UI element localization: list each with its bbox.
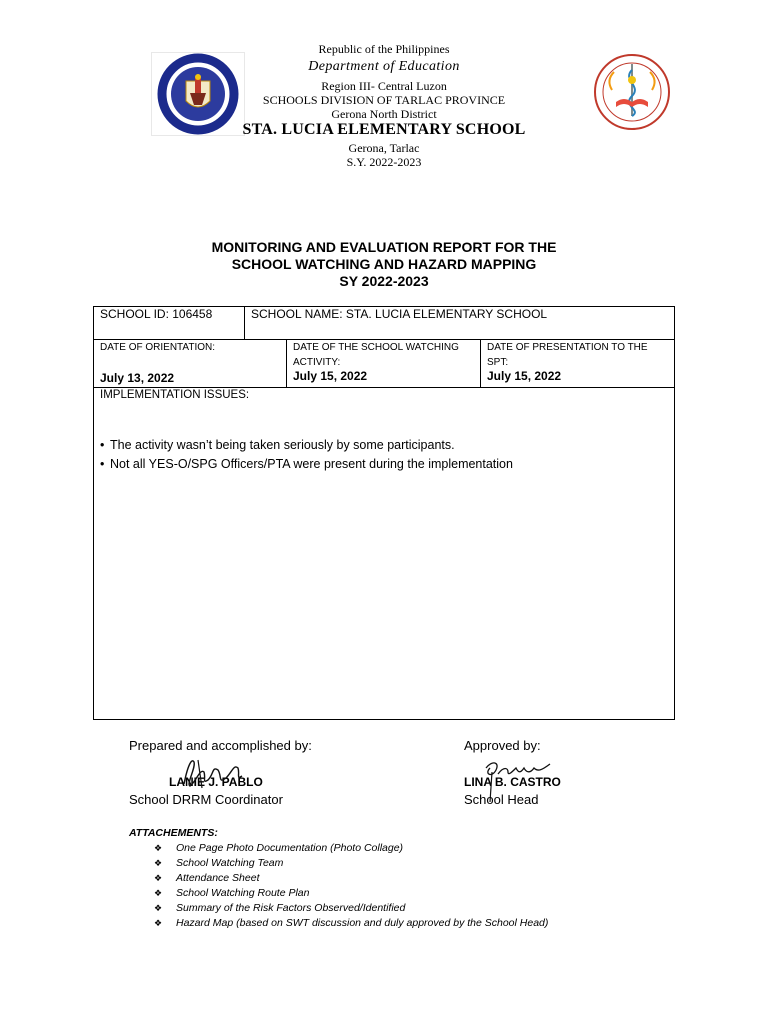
attachments-heading: ATTACHEMENTS:	[129, 827, 218, 839]
diamond-bullet-icon: ❖	[154, 858, 163, 868]
approved-by-label: Approved by:	[464, 738, 541, 753]
attachment-item: ❖ School Watching Route Plan	[154, 887, 310, 899]
bullet-icon: •	[100, 457, 105, 471]
orientation-date-label: DATE OF ORIENTATION:	[100, 342, 215, 353]
prepared-by-signature	[178, 754, 248, 790]
school-heading: STA. LUCIA ELEMENTARY SCHOOL	[242, 121, 526, 138]
implementation-issues-cell	[93, 387, 675, 720]
watching-date-label-line-2: ACTIVITY:	[293, 357, 341, 368]
attachment-item: ❖ School Watching Team	[154, 857, 284, 869]
division-heading: SCHOOLS DIVISION OF TARLAC PROVINCE	[262, 93, 506, 107]
prepared-by-label: Prepared and accomplished by:	[129, 738, 312, 753]
prepared-by-name: LANIE J. PABLO	[169, 775, 263, 789]
school-year-heading: S.Y. 2022-2023	[346, 155, 422, 169]
watching-date-label-line-1: DATE OF THE SCHOOL WATCHING	[293, 342, 459, 353]
orientation-date-value: July 13, 2022	[100, 371, 175, 385]
report-title-line-2: SCHOOL WATCHING AND HAZARD MAPPING	[231, 256, 537, 272]
prepared-by-title: School DRRM Coordinator	[129, 792, 283, 807]
school-id-label: SCHOOL ID: 106458	[100, 307, 213, 321]
attachment-item: ❖ One Page Photo Documentation (Photo Collage)	[154, 842, 404, 854]
department-heading: Department of Education	[308, 59, 460, 74]
bullet-icon: •	[100, 438, 105, 452]
presentation-date-label-line-1: DATE OF PRESENTATION TO THE	[487, 342, 648, 353]
attachment-item: ❖ Attendance Sheet	[154, 872, 260, 884]
attachment-item: ❖ Hazard Map (based on SWT discussion and duly approved by the School Head)	[154, 917, 549, 929]
issue-item: • Not all YES-O/SPG Officers/PTA were present during the implementation	[100, 457, 513, 471]
diamond-bullet-icon: ❖	[154, 888, 163, 898]
attachment-item: ❖ Summary of the Risk Factors Observed/Identified	[154, 902, 406, 914]
town-heading: Gerona, Tarlac	[348, 141, 420, 155]
presentation-date-value: July 15, 2022	[487, 369, 562, 383]
issue-item: • The activity wasn’t being taken seriously by some participants.	[100, 438, 455, 452]
region-heading: Region III- Central Luzon	[321, 79, 447, 93]
diamond-bullet-icon: ❖	[154, 843, 163, 853]
school-name-label: SCHOOL NAME: STA. LUCIA ELEMENTARY SCHOOL	[251, 307, 548, 321]
diamond-bullet-icon: ❖	[154, 918, 163, 928]
report-title-line-3: SY 2022-2023	[339, 273, 429, 289]
watching-date-value: July 15, 2022	[293, 369, 368, 383]
report-title-line-1: MONITORING AND EVALUATION REPORT FOR THE	[211, 239, 557, 255]
approved-by-title: School Head	[464, 792, 539, 807]
implementation-issues-label: IMPLEMENTATION ISSUES:	[100, 389, 250, 401]
approved-by-name: LINA B. CASTRO	[464, 775, 561, 789]
diamond-bullet-icon: ❖	[154, 903, 163, 913]
presentation-date-label-line-2: SPT:	[487, 357, 509, 368]
republic-heading: Republic of the Philippines	[318, 42, 450, 56]
diamond-bullet-icon: ❖	[154, 873, 163, 883]
district-heading: Gerona North District	[331, 107, 437, 121]
